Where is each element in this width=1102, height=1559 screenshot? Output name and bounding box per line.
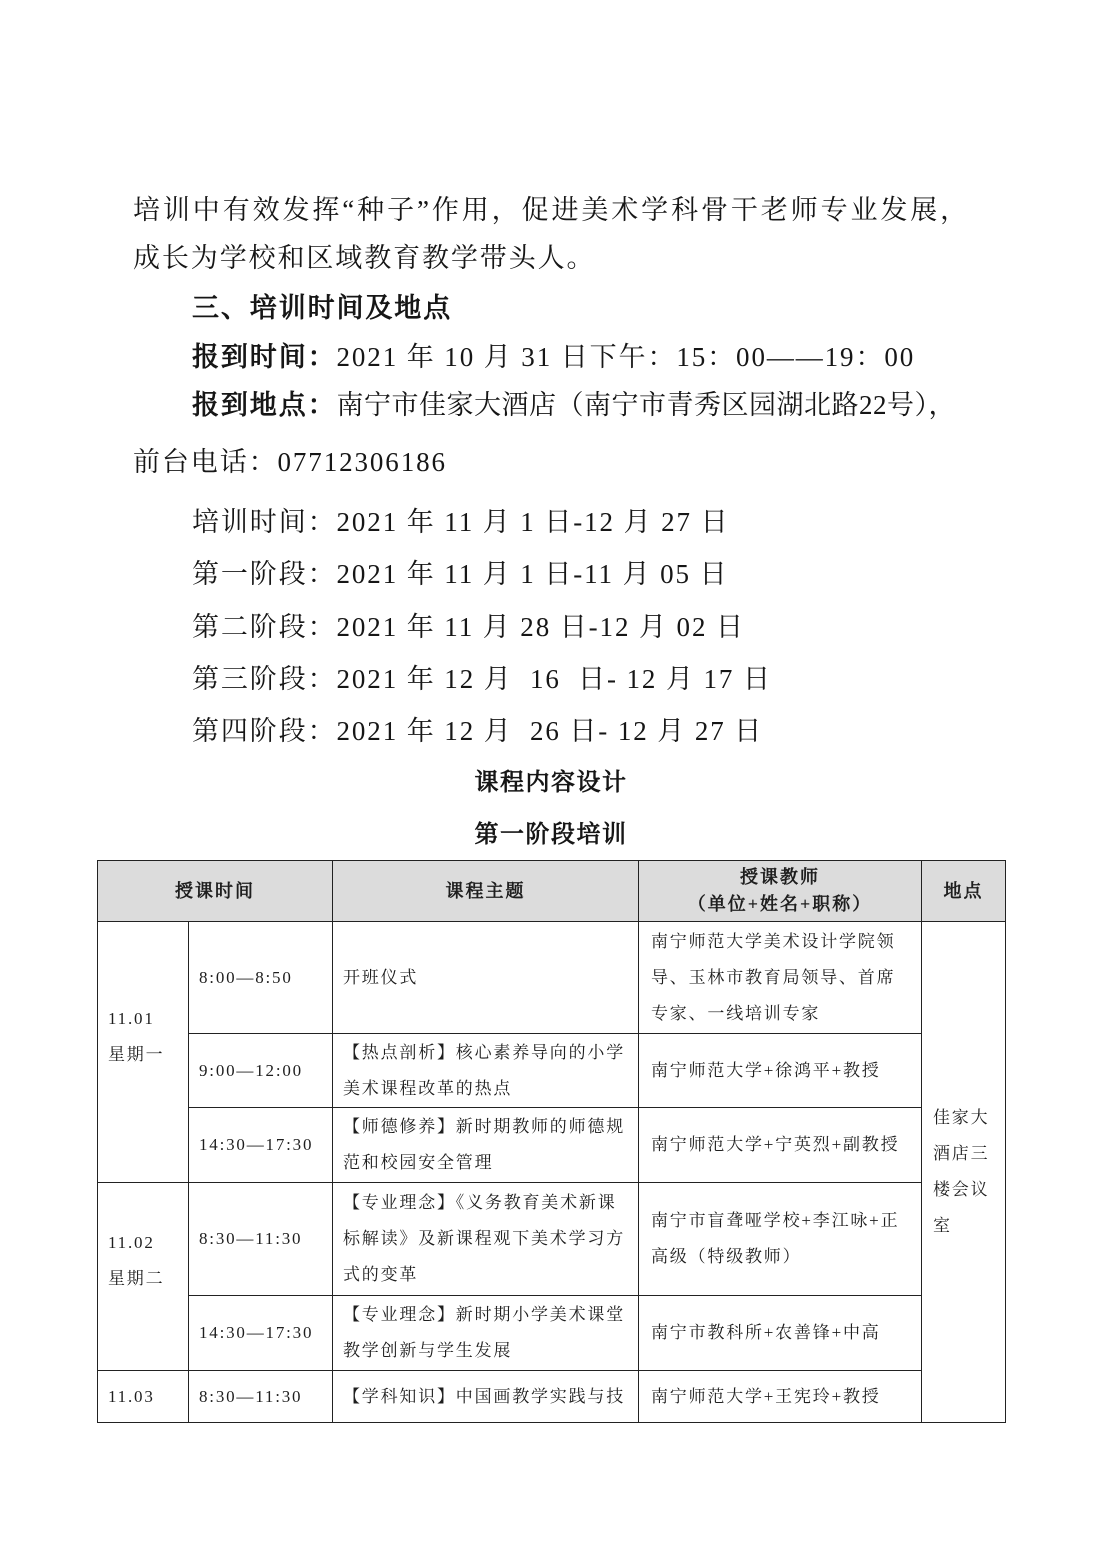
session-time: 8:30—11:30 <box>189 1183 333 1296</box>
session-topic: 【师德修养】新时期教师的师德规范和校园安全管理 <box>333 1108 639 1183</box>
course-design-title: 课程内容设计 <box>474 769 628 796</box>
table-row <box>98 1183 1006 1296</box>
date: 11.03 <box>108 1386 155 1406</box>
header-time: 授课时间 <box>98 861 333 922</box>
table-row <box>98 1371 1006 1423</box>
schedule-item <box>192 607 745 647</box>
schedule-label: 培训时间： <box>192 507 337 537</box>
table-row <box>98 1034 1006 1108</box>
session-teacher: 南宁市教科所+农善锋+中高 <box>639 1296 922 1371</box>
schedule-value: 2021 年 11 月 28 日-12 月 02 日 <box>336 612 745 642</box>
date: 11.02 <box>108 1233 155 1252</box>
schedule-item <box>192 659 772 699</box>
schedule-label: 第三阶段： <box>192 664 337 694</box>
session-topic: 【专业理念】新时期小学美术课堂教学创新与学生发展 <box>333 1296 639 1371</box>
registration-time <box>192 337 915 377</box>
registration-place-value: 南宁市佳家大酒店（南宁市青秀区园湖北路22号）， <box>336 390 956 420</box>
session-topic: 【热点剖析】核心素养导向的小学美术课程改革的热点 <box>333 1034 639 1108</box>
section-heading: 三、培训时间及地点 <box>192 293 453 323</box>
session-teacher: 南宁市盲聋哑学校+李江咏+正高级（特级教师） <box>639 1183 922 1296</box>
table-row <box>98 922 1006 1034</box>
schedule-item <box>192 554 729 594</box>
schedule-item <box>192 502 730 542</box>
location-cell: 佳家大酒店三楼会议室 <box>922 922 1006 1423</box>
session-time: 9:00—12:00 <box>189 1034 333 1108</box>
front-desk-phone <box>133 442 447 482</box>
header-location: 地点 <box>922 861 1006 922</box>
date: 11.01 <box>108 1008 155 1028</box>
course-table <box>97 860 1006 1423</box>
table-header-row <box>98 861 1006 922</box>
weekday: 星期一 <box>108 1044 165 1064</box>
table-row <box>98 1296 1006 1371</box>
registration-time-value: 2021 年 10 月 31 日下午：15：00——19：00 <box>336 342 916 372</box>
schedule-label: 第四阶段： <box>192 716 337 746</box>
session-teacher: 南宁师范大学+徐鸿平+教授 <box>639 1034 922 1108</box>
schedule-value: 2021 年 11 月 1 日-12 月 27 日 <box>336 507 730 537</box>
stage-title: 第一阶段培训 <box>474 821 628 848</box>
phone-value: 07712306186 <box>277 447 447 477</box>
header-topic: 课程主题 <box>333 861 639 922</box>
registration-place <box>192 385 956 425</box>
session-topic: 【专业理念】《义务教育美术新课标解读》及新课程观下美术学习方式的变革 <box>333 1183 639 1296</box>
session-teacher: 南宁师范大学+宁英烈+副教授 <box>639 1108 922 1183</box>
session-time: 8:30—11:30 <box>189 1371 333 1423</box>
intro-line-2: 成长为学校和区域教育教学带头人。 <box>133 243 596 273</box>
session-teacher: 南宁师范大学美术设计学院领导、玉林市教育局领导、首席专家、一线培训专家 <box>639 922 922 1034</box>
schedule-value: 2021 年 12 月 26 日- 12 月 27 日 <box>336 716 764 746</box>
registration-time-label: 报到时间： <box>192 342 337 372</box>
date-cell <box>98 922 189 1183</box>
header-teacher-title: 授课教师 <box>740 867 820 887</box>
header-teacher-note: （单位+姓名+职称） <box>687 894 873 914</box>
session-topic: 开班仪式 <box>333 922 639 1034</box>
date-cell <box>98 1183 189 1371</box>
session-teacher: 南宁师范大学+王宪玲+教授 <box>639 1371 922 1423</box>
table-row <box>98 1108 1006 1183</box>
header-teacher <box>639 861 922 922</box>
registration-place-label: 报到地点： <box>192 390 337 420</box>
schedule-label: 第二阶段： <box>192 612 337 642</box>
session-time: 14:30—17:30 <box>189 1108 333 1183</box>
date-cell <box>98 1371 189 1423</box>
weekday: 星期二 <box>108 1269 165 1288</box>
schedule-value: 2021 年 12 月 16 日- 12 月 17 日 <box>336 664 772 694</box>
phone-label: 前台电话： <box>133 447 278 477</box>
session-time: 8:00—8:50 <box>189 922 333 1034</box>
intro-line-1: 培训中有效发挥“种子”作用，促进美术学科骨干老师专业发展， <box>133 195 971 225</box>
schedule-label: 第一阶段： <box>192 559 337 589</box>
session-time: 14:30—17:30 <box>189 1296 333 1371</box>
session-topic: 【学科知识】中国画教学实践与技 <box>333 1371 639 1423</box>
schedule-item <box>192 711 763 751</box>
schedule-value: 2021 年 11 月 1 日-11 月 05 日 <box>336 559 729 589</box>
